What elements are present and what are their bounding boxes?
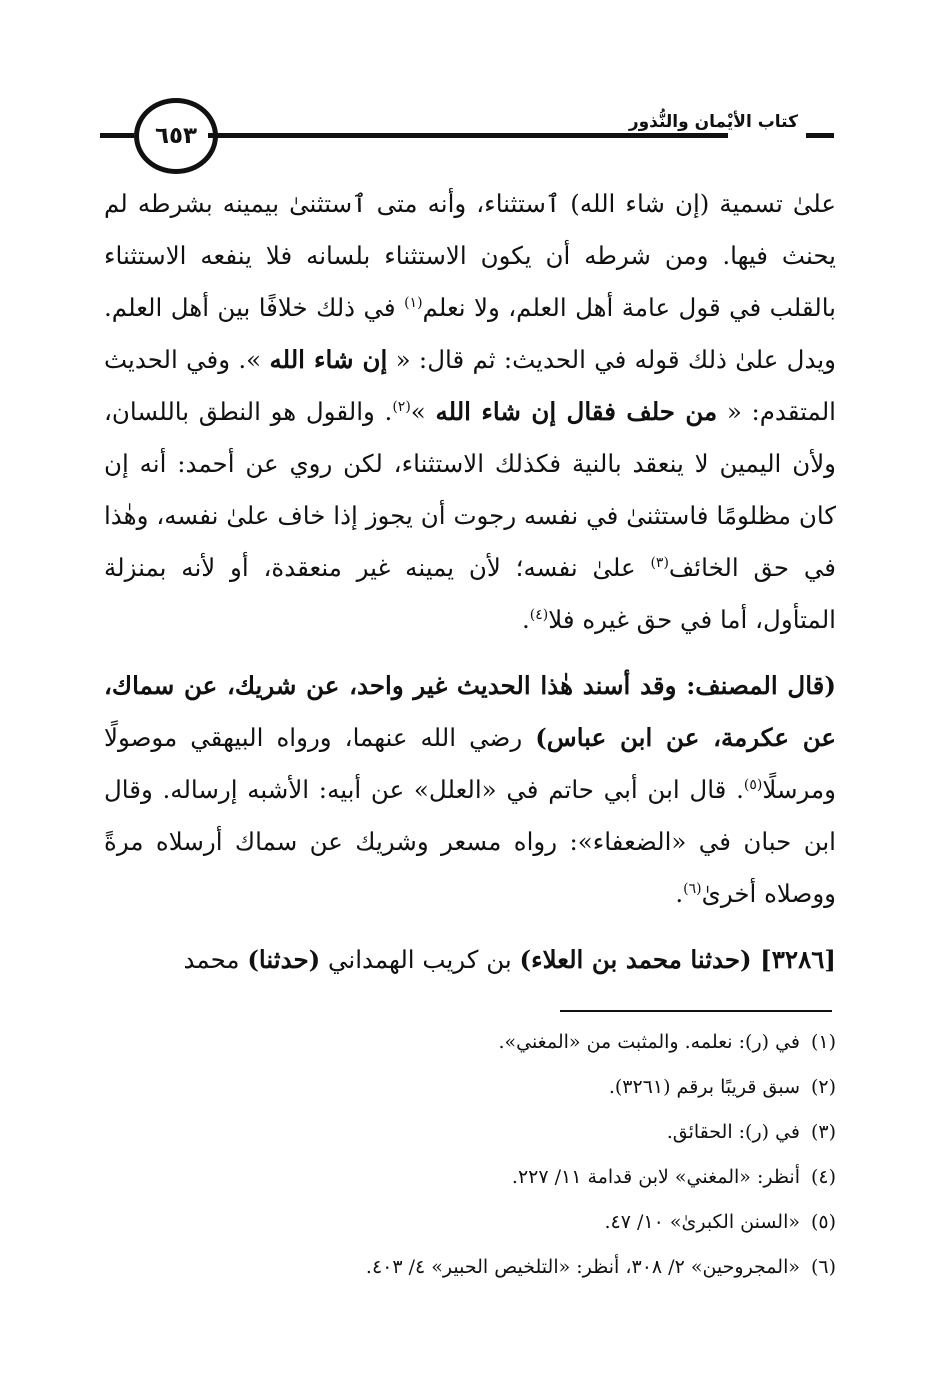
main-text [104,178,836,986]
header-rule [208,133,728,138]
footnote-item [116,1065,836,1110]
footnote-number: (٣) [810,1121,836,1143]
paragraph-2 [104,660,836,920]
text-span: . قال ابن أبي حاتم في «العلل» عن أبيه: الأشبه إرساله. وقال ابن حبان في «الضعفاء»: رواه مسعر وشريك عن سماك أرسلاه مرةً ووصلاه أخرىٰ [104,775,836,908]
text-span: في ذلك خلافًا بين أهل العلم. ويدل علىٰ ذلك قوله في الحديث: ثم قال: « [104,293,836,374]
footnote-ref: (١) [404,294,423,311]
footnote-text: سبق قريبًا برقم (٣٢٦١). [608,1076,800,1098]
footnote-text: أنظر: «المغني» لابن قدامة ١١/ ٢٢٧. [511,1166,800,1188]
narration-term: (حدثنا) [247,945,321,974]
footnote-text: «المجروحين» ٢/ ٣٠٨، أنظر: «التلخيص الحبير» ٤/ ٤٠٣. [365,1256,800,1278]
footnote-ref: (٥) [743,776,763,793]
footnote-item [116,1200,836,1245]
footnote-item [116,1110,836,1155]
footnote-text: في (ر): الحقائق. [666,1121,800,1143]
text-span: . [675,879,684,908]
text-span: بن كريب الهمداني [320,945,520,974]
text-span: » [410,397,436,426]
footnote-text: «السنن الكبرىٰ» ١٠/ ٤٧. [604,1211,800,1233]
footnote-item [116,1155,836,1200]
footnote-divider [560,1010,832,1012]
text-span: ». وفي الحديث المتقدم: « [104,345,836,426]
footnote-ref: (٣) [650,554,669,571]
header-rule-left [100,133,134,138]
footnote-number: (١) [810,1031,836,1053]
hadith-quote: إن شاء الله [269,345,388,374]
text-span: محمد [183,945,248,974]
footnotes [116,1020,836,1290]
paragraph-1 [104,178,836,646]
hadith-number: [٣٢٨٦] (حدثنا محمد بن العلاء) [519,945,836,974]
footnote-ref: (٢) [392,398,411,415]
footnote-item [116,1020,836,1065]
footnote-text: في (ر): نعلمه. والمثبت من «المغني». [498,1031,800,1053]
footnote-ref: (٤) [529,606,549,623]
footnote-number: (٥) [810,1211,836,1233]
footnote-ref: (٦) [683,880,702,897]
text-span: رضي الله عنهما، ورواه البيهقي موصولًا ومرسلًا [104,723,836,804]
footnote-item [116,1245,836,1290]
hadith-quote: من حلف فقال إن شاء الله [435,397,718,426]
footnote-number: (٤) [810,1166,836,1188]
text-span: . والقول هو النطق باللسان، ولأن اليمين لا ينعقد بالنية فكذلك الاستثناء، لكن روي عن أحمد: أنه إن كان مظلومًا فاستثنىٰ في نفسه رجوت أن يجوز إذا خاف علىٰ نفسه، وهٰذا في حق الخائف [104,397,836,582]
text-span: علىٰ نفسه؛ لأن يمينه غير منعقدة، أو لأنه بمنزلة المتأول، أما في حق غيره فلا [104,553,836,634]
page-number: ٦٥٣ [134,98,218,174]
running-title: كتاب الأيْمان والنُّذور [628,112,798,132]
footnote-number: (٢) [810,1076,836,1098]
paragraph-3 [104,934,836,986]
text-span: . [521,605,530,634]
author-quote: (قال المصنف: وقد أسند هٰذا الحديث غير واحد، عن شريك، عن سماك، عن عكرمة، عن ابن عباس) [104,671,836,752]
footnote-number: (٦) [810,1256,836,1278]
text-span: علىٰ تسمية (إن شاء الله) ٱستثناء، وأنه متى ٱستثنىٰ بيمينه بشرطه لم يحنث فيها. ومن شرطه أن يكون الاستثناء بلسانه فلا ينفعه الاستثناء بالقلب في قول عامة أهل العلم، ولا نعلم [104,189,836,322]
page-header [100,96,834,176]
header-rule-right [806,133,834,138]
